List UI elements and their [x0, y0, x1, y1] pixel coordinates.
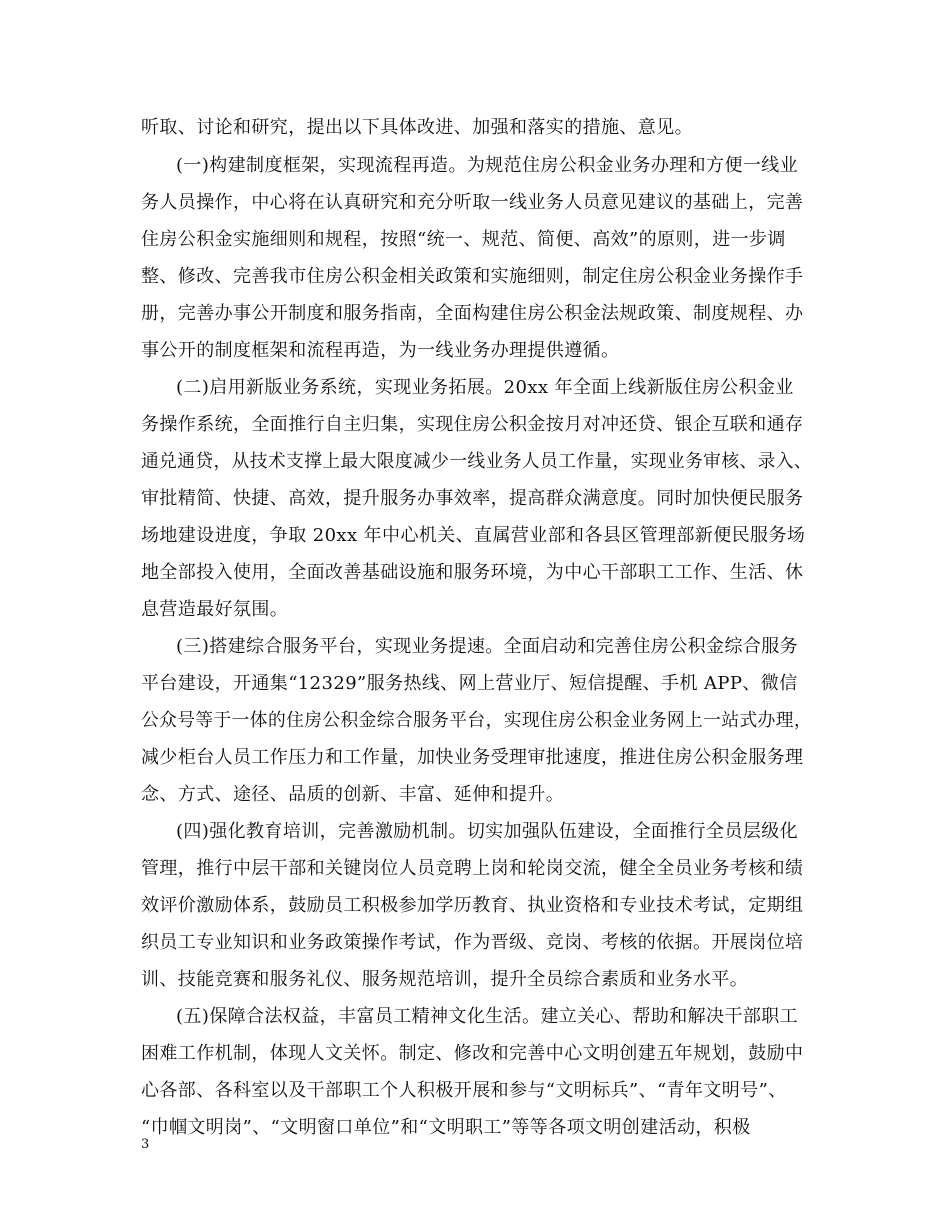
text-line: 息营造最好氛围。: [141, 599, 289, 620]
text-line: 整、修改、完善我市住房公积金相关政策和实施细则，制定住房公积金业务操作手: [141, 266, 804, 287]
paragraph-5-heading-line: (五)保障合法权益，丰富员工精神文化生活。建立关心、帮助和解决干部职工: [176, 1006, 799, 1027]
paragraph-4-heading-line: (四)强化教育培训，完善激励机制。切实加强队伍建设，全面推行全员层级化: [176, 821, 799, 842]
text-line: 地全部投入使用，全面改善基础设施和服务环境，为中心干部职工工作、生活、休: [141, 562, 804, 583]
text-line: 册，完善办事公开制度和服务指南，全面构建住房公积金法规政策、制度规程、办: [141, 303, 804, 324]
text-line: 住房公积金实施细则和规程，按照“统一、规范、简便、高效”的原则，进一步调: [141, 229, 786, 250]
page-number: 3: [141, 1137, 150, 1152]
text-line: 困难工作机制，体现人文关怀。制定、修改和完善中心文明创建五年规划，鼓励中: [141, 1043, 804, 1064]
text-line: 平台建设，开通集“12329”服务热线、网上营业厅、短信提醒、手机 APP、微信: [141, 673, 798, 694]
paragraph-3-heading-line: (三)搭建综合服务平台，实现业务提速。全面启动和完善住房公积金综合服务: [176, 636, 799, 657]
text-line: 通兑通贷，从技术支撑上最大限度减少一线业务人员工作量，实现业务审核、录入、: [141, 451, 812, 472]
text-line: “巾帼文明岗”、“文明窗口单位”和“文明职工”等等各项文明创建活动，积极: [141, 1117, 751, 1138]
text-line: 公众号等于一体的住房公积金综合服务平台，实现住房公积金业务网上一站式办理，: [141, 710, 812, 731]
text-line: 管理，推行中层干部和关键岗位人员竞聘上岗和轮岗交流，健全全员业务考核和绩: [141, 858, 804, 879]
text-line: 事公开的制度框架和流程再造，为一线业务办理提供遵循。: [141, 340, 620, 361]
text-line: 务人员操作，中心将在认真研究和充分听取一线业务人员意见建议的基础上，完善: [141, 192, 804, 213]
text-line: 训、技能竞赛和服务礼仪、服务规范培训，提升全员综合素质和业务水平。: [141, 969, 749, 990]
text-line: 场地建设进度，争取 20xx 年中心机关、直属营业部和各县区管理部新便民服务场: [141, 525, 806, 546]
text-line: 审批精简、快捷、高效，提升服务办事效率，提高群众满意度。同时加快便民服务: [141, 488, 804, 509]
text-line: 心各部、各科室以及干部职工个人积极开展和参与“文明标兵”、“青年文明号”、: [141, 1080, 787, 1101]
paragraph-1-heading-line: (一)构建制度框架，实现流程再造。为规范住房公积金业务办理和方便一线业: [176, 155, 799, 176]
text-line: 念、方式、途径、品质的创新、丰富、延伸和提升。: [141, 784, 565, 805]
text-line: 听取、讨论和研究，提出以下具体改进、加强和落实的措施、意见。: [141, 117, 693, 138]
text-line: 减少柜台人员工作压力和工作量，加快业务受理审批速度，推进住房公积金服务理: [141, 747, 804, 768]
text-line: 务操作系统，全面推行自主归集，实现住房公积金按月对冲还贷、银企互联和通存: [141, 414, 804, 435]
text-line: 效评价激励体系，鼓励员工积极参加学历教育、执业资格和专业技术考试，定期组: [141, 895, 804, 916]
paragraph-2-heading-line: (二)启用新版业务系统，实现业务拓展。20xx 年全面上线新版住房公积金业: [176, 377, 794, 398]
text-line: 织员工专业知识和业务政策操作考试，作为晋级、竞岗、考核的依据。开展岗位培: [141, 932, 804, 953]
